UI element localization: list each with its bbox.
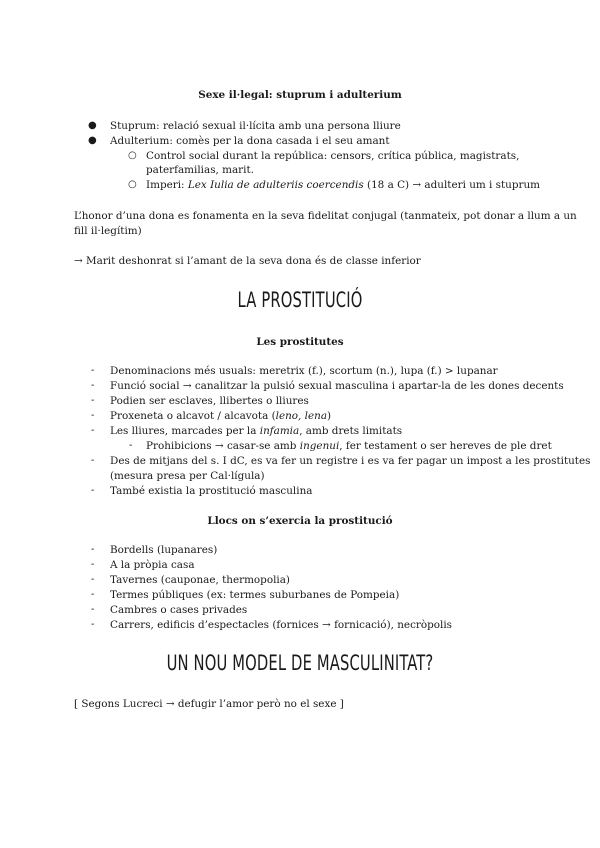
dash-bullet: - xyxy=(91,455,95,466)
list-item: Des de mitjans del s. I dC, es va fer un registre i es va fer pagar un impost a les prostitutes xyxy=(110,455,591,467)
dash-bullet: - xyxy=(91,544,95,555)
sub-list-item: Control social durant la república: censors, crítica pública, magistrats, xyxy=(146,150,520,162)
dash-bullet: - xyxy=(91,619,95,630)
list-item: Stuprum: relació sexual il·lícita amb una persona lliure xyxy=(110,120,401,132)
list-item: Podien ser esclaves, llibertes o lliures xyxy=(110,395,309,407)
dash-bullet: - xyxy=(91,559,95,570)
dash-bullet: - xyxy=(91,589,95,600)
dash-bullet: - xyxy=(91,604,95,615)
bullet-dot: ● xyxy=(88,120,97,131)
dash-bullet: - xyxy=(129,440,133,451)
list-item: Termes públiques (ex: termes suburbanes de Pompeia) xyxy=(110,589,400,601)
list-item: A la pròpia casa xyxy=(110,559,195,571)
list-item: Adulterium: comès per la dona casada i el seu amant xyxy=(110,135,390,147)
list-item: Tavernes (cauponae, thermopolia) xyxy=(110,574,290,586)
list-item: Les lliures, marcades per la infamia, amb drets limitats xyxy=(110,425,403,437)
list-item: Funció social → canalitzar la pulsió sexual masculina i apartar-la de les dones decents xyxy=(110,380,564,392)
subheading: Llocs on s’exercia la prostitució xyxy=(207,515,393,527)
note: [ Segons Lucreci → defugir l’amor però no el sexe ] xyxy=(74,698,344,710)
subheading: Les prostitutes xyxy=(256,336,344,348)
paragraph-continuation: fill il·legítim) xyxy=(74,225,142,237)
list-item: Bordells (lupanares) xyxy=(110,544,218,556)
section-heading: Sexe il·legal: stuprum i adulterium xyxy=(198,89,402,101)
list-item-continuation: (mesura presa per Cal·lígula) xyxy=(110,470,265,482)
list-item: També existia la prostitució masculina xyxy=(110,485,313,497)
bullet-circle: ○ xyxy=(128,179,137,190)
sub-list-item: Prohibicions → casar-se amb ingenui, fer testament o ser hereves de ple dret xyxy=(146,440,552,452)
section-title: UN NOU MODEL DE MASCULINITAT? xyxy=(166,651,434,675)
list-item: Denominacions més usuals: meretrix (f.), scortum (n.), lupa (f.) > lupanar xyxy=(110,365,498,377)
dash-bullet: - xyxy=(91,410,95,421)
sub-list-item: Imperi: Lex Iulia de adulteriis coercendis (18 a C) → adulteri um i stuprum xyxy=(146,179,541,191)
list-item: Cambres o cases privades xyxy=(110,604,248,616)
dash-bullet: - xyxy=(91,365,95,376)
paragraph: → Marit deshonrat si l’amant de la seva dona és de classe inferior xyxy=(74,255,421,267)
list-item: Carrers, edificis d’espectacles (fornices → fornicació), necròpolis xyxy=(110,619,452,631)
dash-bullet: - xyxy=(91,574,95,585)
dash-bullet: - xyxy=(91,395,95,406)
dash-bullet: - xyxy=(91,485,95,496)
sub-list-item-continuation: paterfamilias, marit. xyxy=(146,164,254,176)
bullet-circle: ○ xyxy=(128,150,137,161)
paragraph: L’honor d’una dona es fonamenta en la seva fidelitat conjugal (tanmateix, pot donar a llum a un xyxy=(74,210,577,222)
bullet-dot: ● xyxy=(88,135,97,146)
list-item: Proxeneta o alcavot / alcavota (leno, lena) xyxy=(110,410,332,422)
dash-bullet: - xyxy=(91,425,95,436)
dash-bullet: - xyxy=(91,380,95,391)
section-title: LA PROSTITUCIÓ xyxy=(237,288,363,312)
